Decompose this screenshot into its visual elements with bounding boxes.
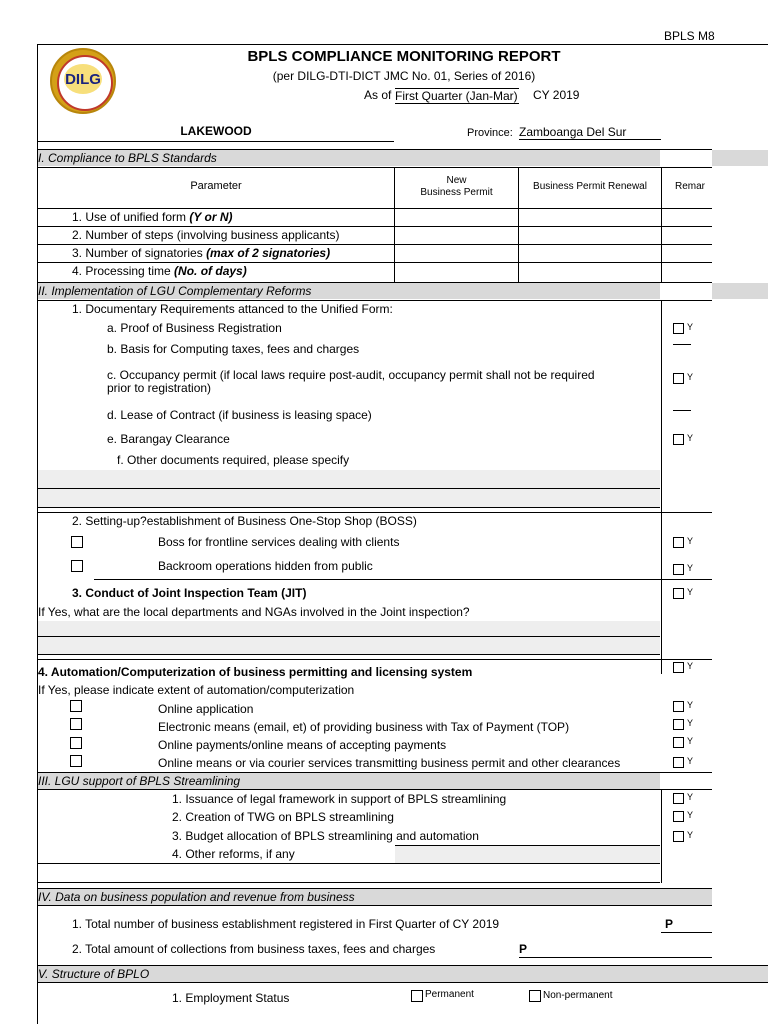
boss-frontline-label: Boss for frontline services dealing with clients xyxy=(158,535,400,549)
col-new-line2: Business Permit xyxy=(420,187,493,198)
doc-b: b. Basis for Computing taxes, fees and charges xyxy=(107,342,360,356)
boss-heading: 2. Setting-up?establishment of Business One-Stop Shop (BOSS) xyxy=(72,514,417,528)
courier-services-yes-label: Y xyxy=(687,756,694,766)
courier-services-checkbox[interactable] xyxy=(70,755,82,767)
col-parameter: Parameter xyxy=(190,180,242,192)
param-row-1-text: 1. Use of unified form xyxy=(72,210,190,224)
legal-framework-yes-checkbox[interactable] xyxy=(673,793,684,804)
boss-backroom-checkbox[interactable] xyxy=(71,560,83,572)
param-row-1 xyxy=(72,210,233,224)
electronic-top-label: Electronic means (email, et) of providing business with Tax of Payment (TOP) xyxy=(158,720,570,734)
twg-yes-label: Y xyxy=(687,810,694,820)
doc-c-line2: prior to registration) xyxy=(107,381,212,395)
total-collections-peso: P xyxy=(519,942,528,956)
jit-departments-field[interactable] xyxy=(38,621,660,655)
doc-b-yes-partial xyxy=(673,344,691,349)
form-code: BPLS M8 xyxy=(664,29,715,43)
budget-item: 3. Budget allocation of BPLS streamlining and automation xyxy=(172,829,479,843)
param-row-4 xyxy=(72,264,247,278)
total-collections-item: 2. Total amount of collections from business taxes, fees and charges xyxy=(72,942,436,956)
col-renewal: Business Permit Renewal xyxy=(533,181,647,192)
other-docs-field[interactable] xyxy=(38,470,660,508)
online-application-label: Online application xyxy=(158,702,254,716)
jit-question: If Yes, what are the local departments and NGAs involved in the Joint inspection? xyxy=(38,605,470,619)
doc-f: f. Other documents required, please specify xyxy=(117,453,350,467)
total-business-peso: P xyxy=(665,917,674,931)
twg-item: 2. Creation of TWG on BPLS streamlining xyxy=(172,810,394,824)
permanent-checkbox[interactable] xyxy=(411,990,423,1002)
dilg-logo xyxy=(50,48,116,114)
nonpermanent-label: Non-permanent xyxy=(543,990,613,1001)
col-new-line1: New xyxy=(446,175,467,186)
jit-yes-checkbox[interactable] xyxy=(673,588,684,599)
boss-frontline-yes-checkbox[interactable] xyxy=(673,537,684,548)
section-3-title: III. LGU support of BPLS Streamlining xyxy=(38,774,241,788)
courier-services-yes-checkbox[interactable] xyxy=(673,757,684,768)
province-label: Province: xyxy=(467,127,513,139)
param-row-3-emph: (max of 2 signatories) xyxy=(206,246,331,260)
boss-backroom-yes-checkbox[interactable] xyxy=(673,564,684,575)
boss-backroom-yes-label: Y xyxy=(687,563,694,573)
boss-backroom-label: Backroom operations hidden from public xyxy=(158,559,373,573)
electronic-top-checkbox[interactable] xyxy=(70,718,82,730)
budget-yes-label: Y xyxy=(687,830,694,840)
logo-text: DILG xyxy=(65,71,101,88)
employment-status-item: 1. Employment Status xyxy=(172,991,290,1005)
param-row-4-emph: (No. of days) xyxy=(174,264,247,278)
section-4-title: IV. Data on business population and revenue from business xyxy=(38,890,355,904)
doc-d-yes-partial xyxy=(673,410,691,415)
report-title: BPLS COMPLIANCE MONITORING REPORT xyxy=(247,48,561,65)
param-row-4-text: 4. Processing time xyxy=(72,264,175,278)
online-application-yes-label: Y xyxy=(687,700,694,710)
permanent-label: Permanent xyxy=(425,989,474,1000)
online-application-checkbox[interactable] xyxy=(70,700,82,712)
courier-services-label: Online means or via courier services transmitting business permit and other clearances xyxy=(158,756,621,770)
quarter-field[interactable]: First Quarter (Jan-Mar) xyxy=(395,89,518,103)
param-row-2-text: 2. Number of steps (involving business applicants) xyxy=(72,228,340,242)
doc-e-yes-label: Y xyxy=(687,433,694,443)
section-5-title: V. Structure of BPLO xyxy=(38,967,150,981)
doc-a-yes-checkbox[interactable] xyxy=(673,323,684,334)
nonpermanent-checkbox[interactable] xyxy=(529,990,541,1002)
online-payments-yes-checkbox[interactable] xyxy=(673,737,684,748)
section-2-title: II. Implementation of LGU Complementary Reforms xyxy=(38,284,312,298)
doc-c-yes-label: Y xyxy=(687,372,694,382)
province-field[interactable]: Zamboanga Del Sur xyxy=(519,125,661,140)
jit-yes-label: Y xyxy=(687,587,694,597)
doc-a-yes-label: Y xyxy=(687,322,694,332)
jit-heading: 3. Conduct of Joint Inspection Team (JIT) xyxy=(72,586,307,600)
col-remarks: Remar xyxy=(675,181,706,192)
automation-question: If Yes, please indicate extent of automation/computerization xyxy=(38,683,355,697)
doc-requirements-heading: 1. Documentary Requirements attanced to the Unified Form: xyxy=(72,302,393,316)
automation-yes-checkbox[interactable] xyxy=(673,662,684,673)
param-row-3 xyxy=(72,246,330,260)
boss-frontline-yes-label: Y xyxy=(687,536,694,546)
total-business-item: 1. Total number of business establishment registered in First Quarter of CY 2019 xyxy=(72,917,500,931)
report-subtitle: (per DILG-DTI-DICT JMC No. 01, Series of 2016) xyxy=(272,69,536,83)
doc-d: d. Lease of Contract (if business is leasing space) xyxy=(107,408,372,422)
online-payments-yes-label: Y xyxy=(687,736,694,746)
year-text: CY 2019 xyxy=(533,88,580,102)
online-payments-label: Online payments/online means of accepting payments xyxy=(158,738,447,752)
section-1-title: I. Compliance to BPLS Standards xyxy=(38,151,217,165)
param-row-1-emph: (Y or N) xyxy=(189,210,233,224)
other-reforms-field[interactable] xyxy=(395,845,660,863)
twg-yes-checkbox[interactable] xyxy=(673,811,684,822)
doc-e: e. Barangay Clearance xyxy=(107,432,230,446)
doc-c: c. Occupancy permit (if local laws require post-audit, occupancy permit shall not be required xyxy=(107,368,595,382)
lgu-name[interactable]: LAKEWOOD xyxy=(180,124,252,138)
legal-framework-item: 1. Issuance of legal framework in support of BPLS streamlining xyxy=(172,792,507,806)
online-application-yes-checkbox[interactable] xyxy=(673,701,684,712)
doc-e-yes-checkbox[interactable] xyxy=(673,434,684,445)
boss-frontline-checkbox[interactable] xyxy=(71,536,83,548)
electronic-top-yes-checkbox[interactable] xyxy=(673,719,684,730)
param-row-2 xyxy=(72,228,339,242)
online-payments-checkbox[interactable] xyxy=(70,737,82,749)
legal-framework-yes-label: Y xyxy=(687,792,694,802)
automation-heading: 4. Automation/Computerization of business permitting and licensing system xyxy=(38,665,473,679)
doc-a: a. Proof of Business Registration xyxy=(107,321,282,335)
param-row-3-text: 3. Number of signatories xyxy=(72,246,207,260)
automation-yes-label: Y xyxy=(687,661,694,671)
budget-yes-checkbox[interactable] xyxy=(673,831,684,842)
other-reforms-item: 4. Other reforms, if any xyxy=(172,847,295,861)
doc-c-yes-checkbox[interactable] xyxy=(673,373,684,384)
electronic-top-yes-label: Y xyxy=(687,718,694,728)
as-of-label: As of xyxy=(364,88,392,102)
